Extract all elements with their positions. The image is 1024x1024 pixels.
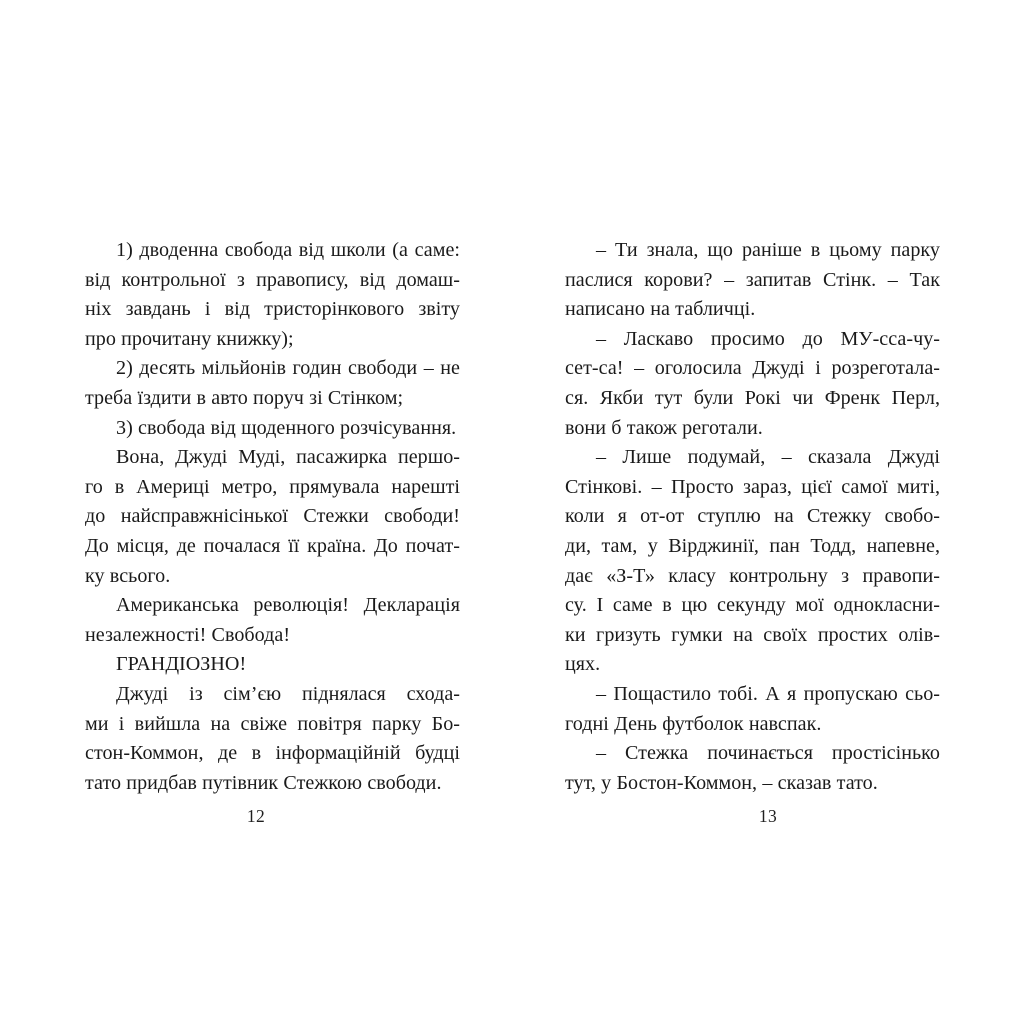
right-page-number: 13 <box>758 806 778 826</box>
left-page-number: 12 <box>246 806 266 826</box>
paragraph <box>85 591 460 650</box>
text-line: цях. <box>565 653 601 676</box>
text-line: – Стежка починається простісінько <box>596 742 940 765</box>
paragraph <box>565 739 940 798</box>
text-line: про прочитану книжку); <box>85 327 294 350</box>
text-line: тато придбав путівник Стежкою свободи. <box>85 771 442 794</box>
paragraph <box>565 443 940 680</box>
paragraph <box>85 680 460 798</box>
left-page-text-column <box>85 236 460 798</box>
text-line: Джуді із сім’єю піднялася схода- <box>116 682 460 705</box>
text-line: стон-Коммон, де в інформаційній будці <box>85 742 460 765</box>
text-line: го в Америці метро, прямувала нарешті <box>85 475 460 498</box>
text-line: ся. Якби тут були Рокі чи Френк Перл, <box>565 386 940 409</box>
paragraph <box>85 236 460 354</box>
text-line: ГРАНДІОЗНО! <box>116 653 247 676</box>
paragraph <box>565 680 940 739</box>
text-line: 3) свобода від щоденного розчісування. <box>116 416 457 439</box>
text-line: су. І саме в цю секунду мої однокласни- <box>565 594 940 617</box>
paragraph <box>565 325 940 443</box>
text-line: ніх завдань і від тристорінкового звіту <box>85 298 460 321</box>
text-line: коли я от-от ступлю на Стежку свобо- <box>565 505 940 528</box>
text-line: дає «З-Т» класу контрольну з правопи- <box>565 564 940 587</box>
text-line: Американська революція! Декларація <box>116 594 460 617</box>
text-line: написано на табличці. <box>565 298 756 321</box>
text-line: від контрольної з правопису, від домаш- <box>85 268 460 291</box>
paragraph <box>85 650 460 680</box>
text-line: Вона, Джуді Муді, пасажирка першо- <box>116 446 460 469</box>
paragraph <box>85 414 460 444</box>
text-line: годні День футболок навспак. <box>565 712 822 735</box>
right-page <box>512 0 1024 1024</box>
text-line: ки гризуть гумки на своїх простих олів- <box>565 623 940 646</box>
text-line: 1) дводенна свобода від школи (а саме: <box>116 239 460 261</box>
paragraph <box>565 236 940 325</box>
text-line: незалежності! Свобода! <box>85 623 291 646</box>
text-line: – Ласкаво просимо до МУ-сса-чу- <box>596 327 940 350</box>
paragraph <box>85 443 460 591</box>
text-line: до найсправжнісінької Стежки свободи! <box>85 505 460 528</box>
text-line: вони б також реготали. <box>565 416 763 439</box>
text-line: Стінкові. – Просто зараз, цієї самої миті, <box>565 475 940 498</box>
right-page-text-column <box>565 236 940 798</box>
text-line: – Пощастило тобі. А я пропускаю сьо- <box>596 682 940 705</box>
paragraph <box>85 354 460 413</box>
text-line: – Ти знала, що раніше в цьому парку <box>596 239 940 261</box>
text-line: треба їздити в авто поруч зі Стінком; <box>85 386 404 409</box>
text-line: – Лише подумай, – сказала Джуді <box>596 446 940 469</box>
text-line: 2) десять мільйонів годин свободи – не <box>116 357 460 380</box>
text-line: сет-са! – оголосила Джуді і розреготала- <box>565 357 940 380</box>
text-line: паслися корови? – запитав Стінк. – Так <box>565 268 940 291</box>
text-line: ку всього. <box>85 564 171 587</box>
text-line: ми і вийшла на свіже повітря парку Бо- <box>85 712 460 735</box>
text-line: тут, у Бостон-Коммон, – сказав тато. <box>565 771 878 794</box>
text-line: ди, там, у Вірджинії, пан Тодд, напевне, <box>565 534 940 557</box>
text-line: До місця, де почалася її країна. До почат- <box>85 534 460 557</box>
